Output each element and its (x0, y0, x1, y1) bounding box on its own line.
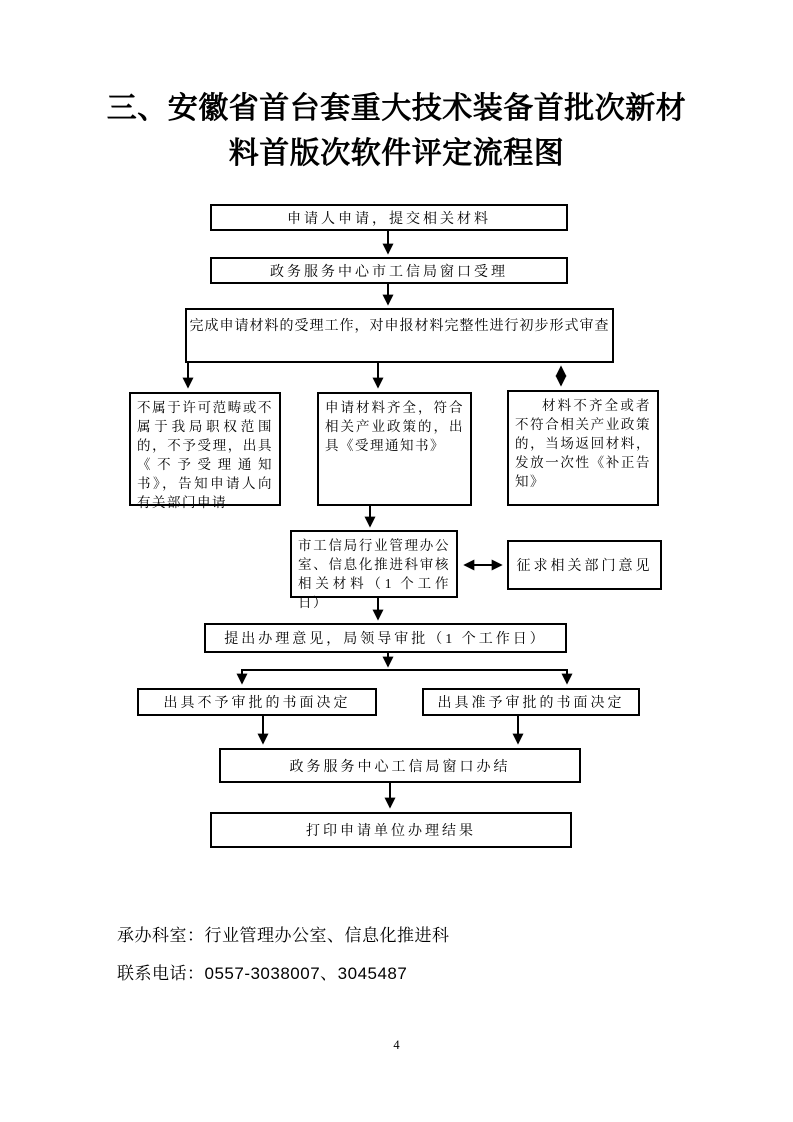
flow-box-print-result: 打印申请单位办理结果 (210, 812, 572, 848)
page-number: 4 (393, 1038, 400, 1052)
flow-box-approve-decision: 出具准予审批的书面决定 (422, 688, 640, 716)
flow-box-not-accepted: 不属于许可范畴或不属于我局职权范围的，不予受理，出具《不予受理通知书》，告知申请人向有关部门申请 (129, 392, 281, 506)
flow-box-section-review: 市工信局行业管理办公室、信息化推进科审核相关材料（1 个工作日） (290, 530, 458, 598)
arrow-leader-split (242, 653, 567, 683)
flow-box-consult-departments: 征求相关部门意见 (507, 540, 662, 590)
flow-box-returned: 材料不齐全或者不符合相关产业政策的，当场返回材料，发放一次性《补正告知》 (507, 390, 659, 506)
footer-phone-line: 联系电话：0557-3038007、3045487 (117, 964, 408, 983)
flow-box-apply: 申请人申请，提交相关材料 (210, 204, 568, 231)
footer-office-line: 承办科室：行业管理办公室、信息化推进科 (117, 926, 450, 945)
flow-box-deny-decision: 出具不予审批的书面决定 (137, 688, 377, 716)
flow-box-window-finish: 政务服务中心工信局窗口办结 (219, 748, 581, 783)
flow-box-preliminary-review: 完成申请材料的受理工作，对申报材料完整性进行初步形式审查 (185, 308, 614, 363)
page-title (0, 86, 793, 176)
page-title-line-2: 料首版次软件评定流程图 (228, 137, 565, 170)
flow-box-accepted: 申请材料齐全，符合相关产业政策的，出具《受理通知书》 (317, 392, 472, 506)
flow-box-window-accept: 政务服务中心市工信局窗口受理 (210, 257, 568, 284)
flow-box-leader-approval: 提出办理意见，局领导审批（1 个工作日） (204, 623, 567, 653)
page-title-line-1: 三、安徽省首台套重大技术装备首批次新材 (106, 92, 687, 125)
